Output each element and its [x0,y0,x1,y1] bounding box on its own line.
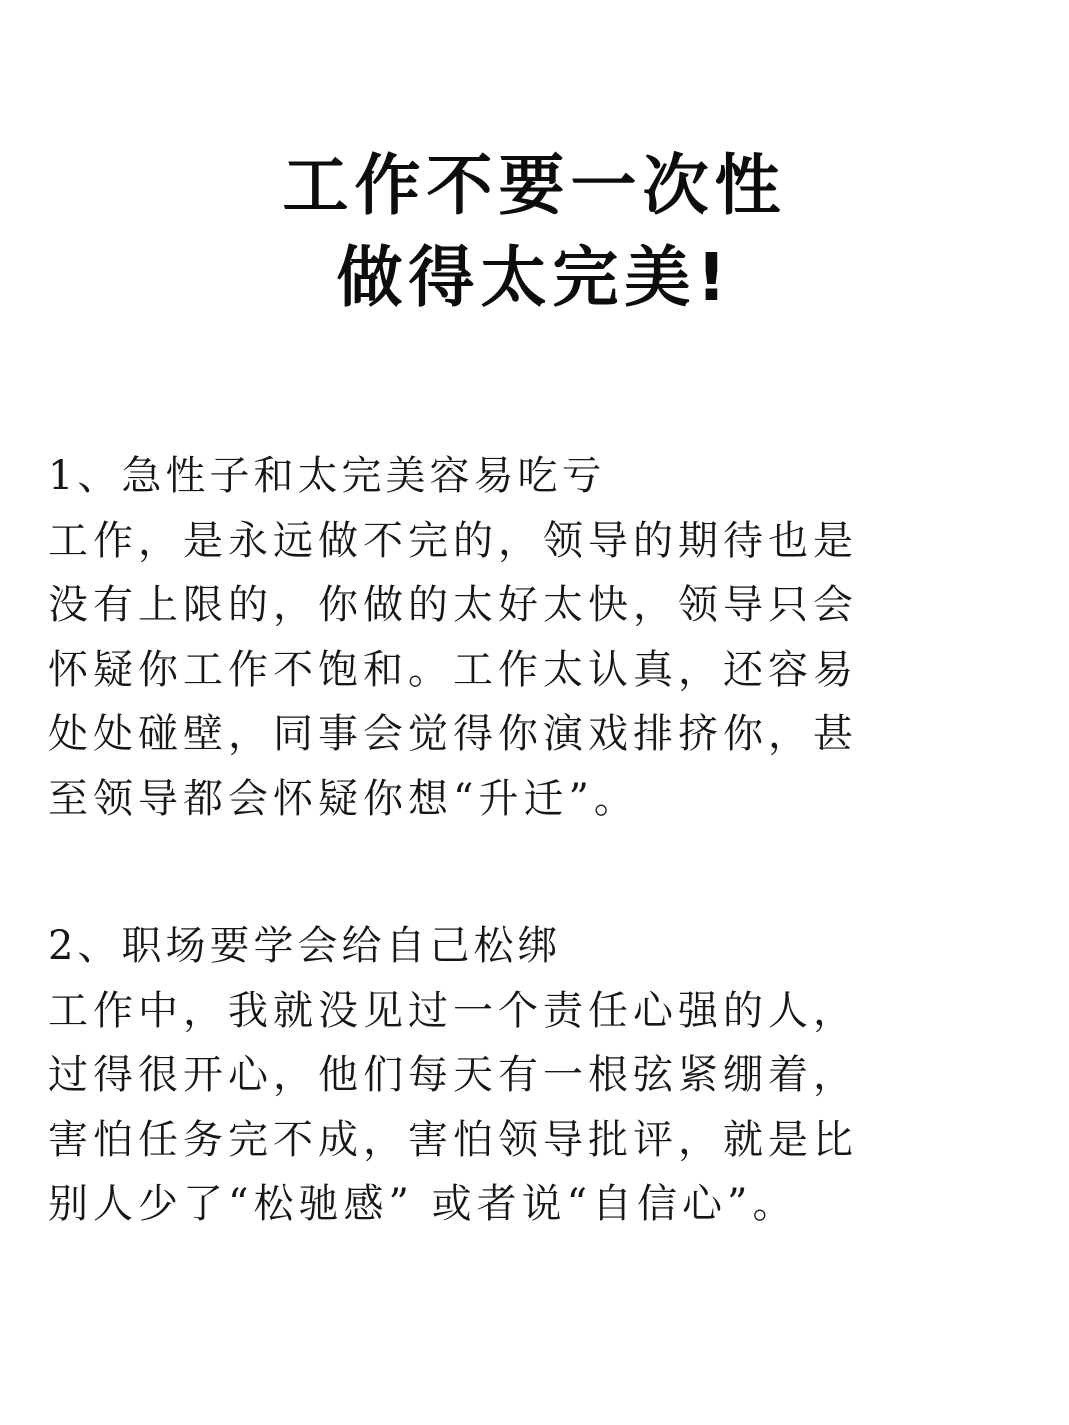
paragraph-line: 过得很开心，他们每天有一根弦紧绷着， [48,1052,858,1098]
paragraph-line: 工作，是永远做不完的，领导的期待也是 [48,517,858,564]
title-line-2: 做得太完美! [336,239,733,316]
section-heading: 1、急性子和太完美容易吃亏 [48,453,606,499]
paragraph-line: 没有上限的，你做的太好太快，领导只会 [48,582,858,628]
paragraph-line: 至领导都会怀疑你想“升迁”。 [48,775,639,822]
paragraph-line: 处处碰壁，同事会觉得你演戏排挤你，甚 [48,711,858,757]
paragraph-line: 害怕任务完不成，害怕领导批评，就是比 [48,1116,858,1163]
paragraph-line: 工作中，我就没见过一个责任心强的人， [48,987,858,1034]
section-heading: 2、职场要学会给自己松绑 [48,923,562,969]
paragraph-line: 怀疑你工作不饱和。工作太认真，还容易 [48,646,858,693]
title-line-1: 工作不要一次性 [282,147,787,224]
page-title [0,140,1069,324]
section-1 [48,444,1028,831]
paragraph-line: 别人少了“松驰感” 或者说“自信心”。 [48,1181,798,1227]
section-2 [48,914,1028,1237]
